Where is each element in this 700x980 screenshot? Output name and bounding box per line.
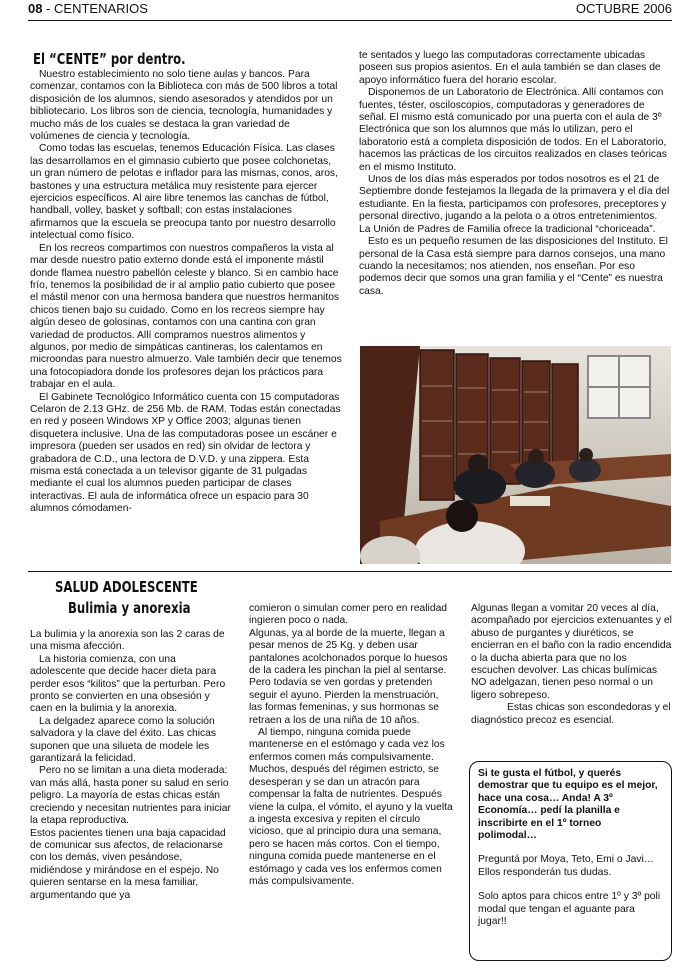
article2-column-1 bbox=[30, 629, 232, 959]
article-title: Bulimia y anorexia bbox=[68, 599, 191, 617]
library-photo-illustration bbox=[360, 346, 671, 564]
paragraph: La delgadez aparece como la solución salvadora y la clave del éxito. Las chicas suponen que una silueta de modele les garantizará la felicidad. bbox=[30, 715, 217, 765]
header-rule bbox=[28, 20, 672, 21]
notice-eligibility: Solo aptos para chicos entre 1º y 3º poli modal que tengan el aguante para jugar!! bbox=[478, 891, 661, 928]
paragraph: La bulimia y la anorexia son las 2 caras de una misma afección. bbox=[30, 629, 225, 653]
paragraph: El Gabinete Tecnológico Informático cuenta con 15 computadoras Celaron de 2.13 GHz. de 256 Mb. de RAM. Todas están conectadas en red y poseen Windows XP y Office 2003; algunas tienen disquetera inclusive. Una de las computadoras posee un escáner e impresora (pueden ser usados en red) sin olvidar de lectora y grabadora de C.D., una lectora de D.V.D. y una zippera. Esta misma está conectada a un televisor gigante de 31 pulgadas mediante el cual los alumnos pueden participar de clases interactivas. El aula de informática ofrece un espacio para 30 alumnos cómodamen- bbox=[30, 391, 341, 515]
section-name: - CENTENARIOS bbox=[46, 1, 148, 16]
paragraph: Nuestro establecimiento no solo tiene aulas y bancos. Para comenzar, contamos con la Biblioteca con más de 500 libros a total disposición de los alumnos, siendo asesorados y atendidos por un bibliotecario. Los libros son de ciencia, tecnología, humanidades y mucho más de los cuales se destaca la gran variedad de volúmenes de ciencia y tecnología. bbox=[30, 69, 338, 143]
header-left bbox=[28, 1, 148, 16]
paragraph: Pero no se limitan a una dieta moderada: van más allá, hasta poner su salud en serio peligro. La mayoría de estas chicas están creciendo y necesitan nutrientes para iniciar la etapa reproductiva. bbox=[30, 765, 231, 827]
article1-column-1 bbox=[30, 69, 342, 561]
notice-headline: Si te gusta el fútbol, y querés demostrar que tu equipo es el mejor, hace una cosa… Anda! A 3º Economía… pedí la planilla e inscribirte en el 1º torneo polimodal… bbox=[478, 768, 658, 842]
article2-column-2 bbox=[249, 603, 454, 955]
paragraph: Muchos, después del régimen estricto, se desesperan y se dan un atracón para compensar la falta de nutrientes. Después viene la culpa, el vómito, el ayuno y la vuelta a ingesta excesiva y repiten el círculo vicioso, que al principio dura una semana, pero se hacen más cortos. Con el tiempo, ninguna comida puede mantenerse en el estómago y cada ves los enfermos comen más compulsivamente. bbox=[249, 764, 453, 887]
article2-column-3 bbox=[471, 603, 673, 753]
paragraph: En los recreos compartimos con nuestros compañeros la vista al mar desde nuestro patio externo donde está el imponente mástil donde flamea nuestro pabellón celeste y blanco. Si en cambio hace frío, tenemos la posibilidad de ir al amplio patio cubierto que posee el mástil menor con una hermosa bandera que nuestros hermanitos chicos tienen bajo su cuidado. Como en los recreos siempre hay algún deseo de golosinas, contamos con una cantina con gran variedad de productos. Allí compramos nuestros alimentos y algunos, por medio de simpáticas cantineras, los calentamos en microondas para nuestro almuerzo. Vale también decir que tenemos una fotocopiadora donde los profesores dejan los prácticos para trabajar en el aula. bbox=[30, 242, 342, 391]
paragraph: Al tiempo, ninguna comida puede mantenerse en el estómago y cada vez los enfermos comen más compulsivamente. bbox=[249, 727, 445, 763]
paragraph: La historia comienza, con una adolescente que decide hacer dieta para perder esos “kilitos” que la perturban. Pero pronto se convierten en una obsesión y caen en la bulimia y la anorexia. bbox=[30, 653, 226, 715]
article1-column-2 bbox=[359, 50, 671, 340]
paragraph: Unos de los días más esperados por todos nosotros es el 21 de Septiembre donde festejamos la llegada de la primavera y el día del estudiante. En la fiesta, participamos con profesores, preceptores y personal directivo, jugando a la pelota o a otros entretenimientos. La Unión de Padres de Familia ofrece la tradicional “choriceada”. bbox=[359, 174, 670, 235]
paragraph: Estas chicas son escondedoras y el diagnóstico precoz es esencial. bbox=[471, 702, 671, 726]
paragraph: comieron o simulan comer pero en realidad ingieren poco o nada. bbox=[249, 603, 448, 627]
paragraph: Estos pacientes tienen una baja capacidad de comunicar sus afectos, de relacionarse con los demás, viven pesándose, midiéndose y mirándose en el espejo. No quieren sentarse en la mesa familiar, argumentando que ya bbox=[30, 827, 226, 901]
paragraph: Algunas llegan a vomitar 20 veces al día, acompañado por ejercicios extenuantes y el abuso de purgantes y diuréticos, se encierran en el baño con la radio encendida o la ducha abierta para que no los escuchen devolver. Las chicas bulímicas NO adelgazan, tienen peso normal o un ligero sobrepeso. bbox=[471, 603, 672, 701]
paragraph: Esto es un pequeño resumen de las disposiciones del Instituto. El personal de la Casa está siempre para darnos consejos, una mano cuando la necesitamos; nos atienden, nos enseñan. Por eso podemos decir que somos una gran familia y el “Cente” es nuestra casa. bbox=[359, 236, 668, 297]
issue-date: OCTUBRE 2006 bbox=[575, 1, 672, 16]
football-notice-box bbox=[469, 761, 672, 961]
page-number: 08 bbox=[28, 1, 43, 16]
paragraph: te sentados y luego las computadoras correctamente ubicadas poseen sus propios asientos. En el aula también se dan clases de apoyo informático fuera del horario escolar. bbox=[359, 50, 661, 86]
section-divider bbox=[28, 571, 672, 572]
library-photo bbox=[360, 346, 671, 564]
paragraph: Disponemos de un Laboratorio de Electrónica. Allí contamos con fuentes, téster, osciloscopios, computadoras y generadores de señal. El mismo está comunicado por una puerta con el aula de 3º Electrónica que son los alumnos que más lo utilizan, pero el laboratorio está a completa disposición de todos. En el Laboratorio, hacemos las prácticas de los circuitos realizados en clases teóricas en el mismo Instituto. bbox=[359, 87, 667, 173]
paragraph: Algunas, ya al borde de la muerte, llegan a pesar menos de 25 Kg. y deben usar pantalones acolchonados porque lo huesos de la cadera les pinchan la piel al sentarse. Pero todavía se ven gordas y pretenden seguir el ayuno. Pierden la menstruación, las formas femeninas, y sus hormonas se retraen a los de una niña de 10 años. bbox=[249, 627, 448, 726]
paragraph: Como todas las escuelas, tenemos Educación Física. Las clases las desarrollamos en el gimnasio cubierto que posee colchonetas, un gran número de pelotas e inflador para las mismas, conos, aros, bastones y una estructura metálica muy resistente para ejercer ejercicios específicos. Al aire libre tenemos las canchas de fútbol, handball, volley, basket y softball; con estas instalaciones afirmamos que la escuela se preocupa tanto por nuestro desarrollo intelectual como físico. bbox=[30, 143, 338, 242]
article-title: El “CENTE” por dentro. bbox=[33, 50, 186, 68]
section-kicker: SALUD ADOLESCENTE bbox=[55, 578, 198, 596]
page-header bbox=[28, 0, 672, 19]
notice-contact: Preguntá por Moya, Teto, Emi o Javi… Ellos responderán tus dudas. bbox=[478, 854, 655, 878]
